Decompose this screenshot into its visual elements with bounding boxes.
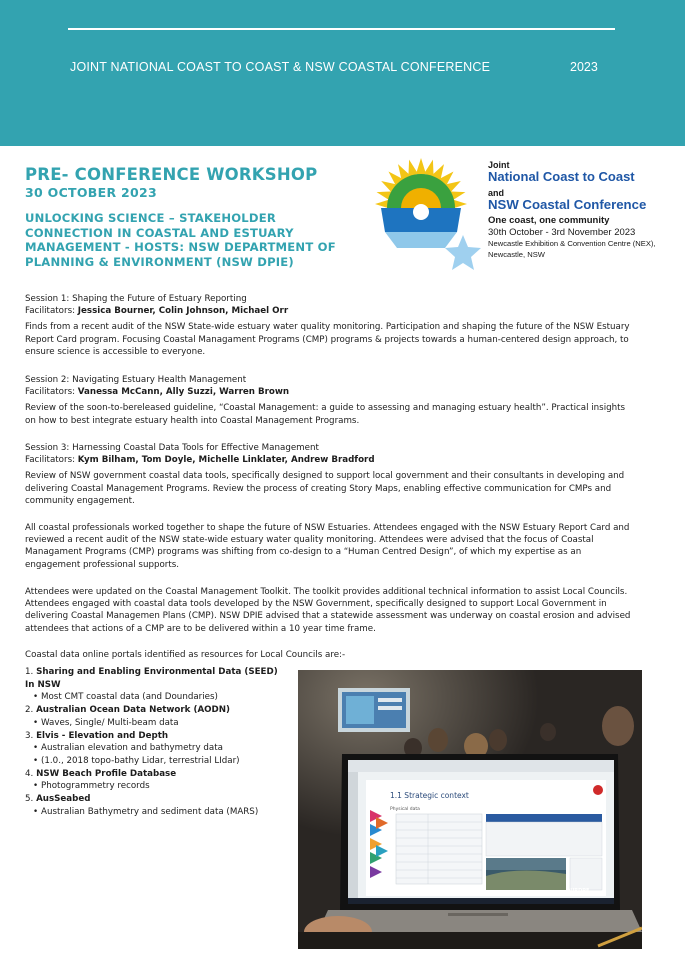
portal-name: NSW Beach Profile Database	[36, 768, 177, 779]
portal-bullet: • Australian Bathymetry and sediment data (MARS)	[33, 806, 259, 817]
screen-heading: 1.1 Strategic context	[390, 791, 469, 800]
portal-item: 5. AusSeabed	[25, 794, 91, 805]
portal-name: Australian Ocean Data Network (AODN)	[36, 705, 231, 716]
conference-logo	[360, 158, 680, 278]
portal-name: AusSeabed	[36, 794, 91, 805]
header-banner	[0, 0, 685, 146]
portal-name: Sharing and Enabling Environmental Data (SEED) In NSW	[25, 667, 278, 690]
portal-bullet: • Photogrammetry records	[33, 781, 150, 792]
sun-sea-emblem	[360, 158, 485, 278]
portal-item: 1. Sharing and Enabling Environmental Data (SEED) In NSW	[25, 667, 278, 690]
facilitators-names: Jessica Bourner, Colin Johnson, Michael Orr	[77, 306, 289, 317]
logo-venue-line: Newcastle Exhibition & Convention Centre (NEX),	[488, 239, 656, 248]
facilitators-names: Vanessa McCann, Ally Suzzi, Warren Brown	[77, 387, 290, 398]
conference-year: 2023	[570, 60, 598, 74]
screen-brand: OURDPE	[566, 888, 590, 894]
workshop-photo	[298, 670, 642, 949]
session-facilitators	[25, 305, 635, 317]
portal-name: Elvis - Elevation and Depth	[36, 730, 169, 741]
portal-item: 2. Australian Ocean Data Network (AODN)	[25, 705, 231, 716]
facilitators-names: Kym Bilham, Tom Doyle, Michelle Linklater, Andrew Bradford	[77, 455, 375, 466]
logo-tagline: One coast, one community	[488, 215, 610, 226]
workshop-subtitle-line: CONNECTION IN COASTAL AND ESTUARY	[25, 225, 294, 240]
summary-paragraph-1: All coastal professionals worked together to shape the future of NSW Estuaries. Attendees engaged with the NSW Estuary Report Card and reviewed a recent audit of the NSW state-wide estuary water quality monitoring. Attendees were advised that the focus of Coastal Managament Programs (CMP) programs was shifting from co-design to a “Human Centred Design”, of which my expertise as an engagement professional supports.	[25, 523, 630, 570]
facilitators-label: Facilitators:	[25, 387, 78, 398]
workshop-subtitle-line: UNLOCKING SCIENCE – STAKEHOLDER	[25, 211, 276, 225]
portal-bullet: • (1.0., 2018 topo-bathy Lidar, terrestrial LIdar)	[33, 755, 240, 766]
portal-item: 4. NSW Beach Profile Database	[25, 768, 177, 779]
header-rule	[68, 28, 615, 30]
laptop-presentation-image	[298, 670, 642, 949]
session-1	[25, 293, 635, 358]
session-facilitators	[25, 386, 635, 398]
portals-intro: Coastal data online portals identified as resources for Local Councils are:-	[25, 650, 346, 660]
session-title: Session 3: Harnessing Coastal Data Tools for Effective Management	[25, 443, 319, 453]
session-2	[25, 374, 635, 427]
workshop-title: PRE- CONFERENCE WORKSHOP	[25, 165, 318, 184]
facilitators-label: Facilitators:	[25, 306, 78, 317]
session-description: Review of the soon-to-bereleased guideline, “Coastal Management: a guide to assessing and managing estuary health”. Practical insights on how to best integrate estuary health into Coastal Management Programs.	[25, 403, 626, 426]
portal-item: 3. Elvis - Elevation and Depth	[25, 730, 169, 741]
logo-venue	[488, 239, 656, 260]
logo-name-primary: National Coast to Coast	[488, 169, 635, 184]
portal-bullet: • Waves, Single/ Multi-beam data	[33, 717, 179, 728]
logo-name-secondary: NSW Coastal Conference	[488, 197, 647, 212]
facilitators-label: Facilitators:	[25, 455, 78, 466]
session-facilitators	[25, 454, 635, 466]
summary-paragraph-2: Attendees were updated on the Coastal Management Toolkit. The toolkit provides additional technical information to assist Local Councils. Attendees engaged with coastal data tools developed by the NSW Government, specifically designed to support Local Government in delivering Coastal Managemen Plans (CMP). NSW DPIE advised that a statewide assessment was underway on coastal erosion and advised attendees that actions of a CMP are to be delivered within a 10 year time frame.	[25, 587, 631, 634]
session-title: Session 2: Navigating Estuary Health Management	[25, 375, 247, 385]
screen-subheading: Physical data	[390, 807, 420, 812]
session-description: Review of NSW government coastal data tools, specifically designed to support local government and their consultants in developing and delivering Coastal Management Programs. Review the process of creating Story Maps, enabling effective communication for CMPs and community engagement.	[25, 471, 625, 506]
portal-bullet: • Australian elevation and bathymetry data	[33, 743, 223, 754]
logo-dates: 30th October - 3rd November 2023	[488, 227, 636, 238]
conference-title: JOINT NATIONAL COAST TO COAST & NSW COASTAL CONFERENCE	[70, 60, 491, 74]
workshop-date: 30 OCTOBER 2023	[25, 185, 158, 200]
session-title: Session 1: Shaping the Future of Estuary Reporting	[25, 294, 247, 304]
session-3	[25, 442, 635, 507]
session-description: Finds from a recent audit of the NSW State-wide estuary water quality monitoring. Participation and shaping the future of the NSW Estuary Report Card program. Focusing Coastal Managament Programs (CMP) programs & projects towards a human-centered design approach, to ensure science is accessible to everyone.	[25, 322, 630, 357]
portals-list	[25, 666, 290, 818]
logo-joint: Joint	[488, 160, 510, 170]
logo-and: and	[488, 188, 505, 198]
workshop-subtitle-line: MANAGEMENT - HOSTS: NSW DEPARTMENT OF	[25, 240, 336, 255]
workshop-subtitle	[25, 211, 345, 269]
workshop-subtitle-line: PLANNING & ENVIRONMENT (NSW DPIE)	[25, 254, 294, 269]
portal-bullet: • Most CMT coastal data (and Doundaries)	[33, 692, 218, 703]
logo-venue-line: Newcastle, NSW	[488, 249, 545, 259]
